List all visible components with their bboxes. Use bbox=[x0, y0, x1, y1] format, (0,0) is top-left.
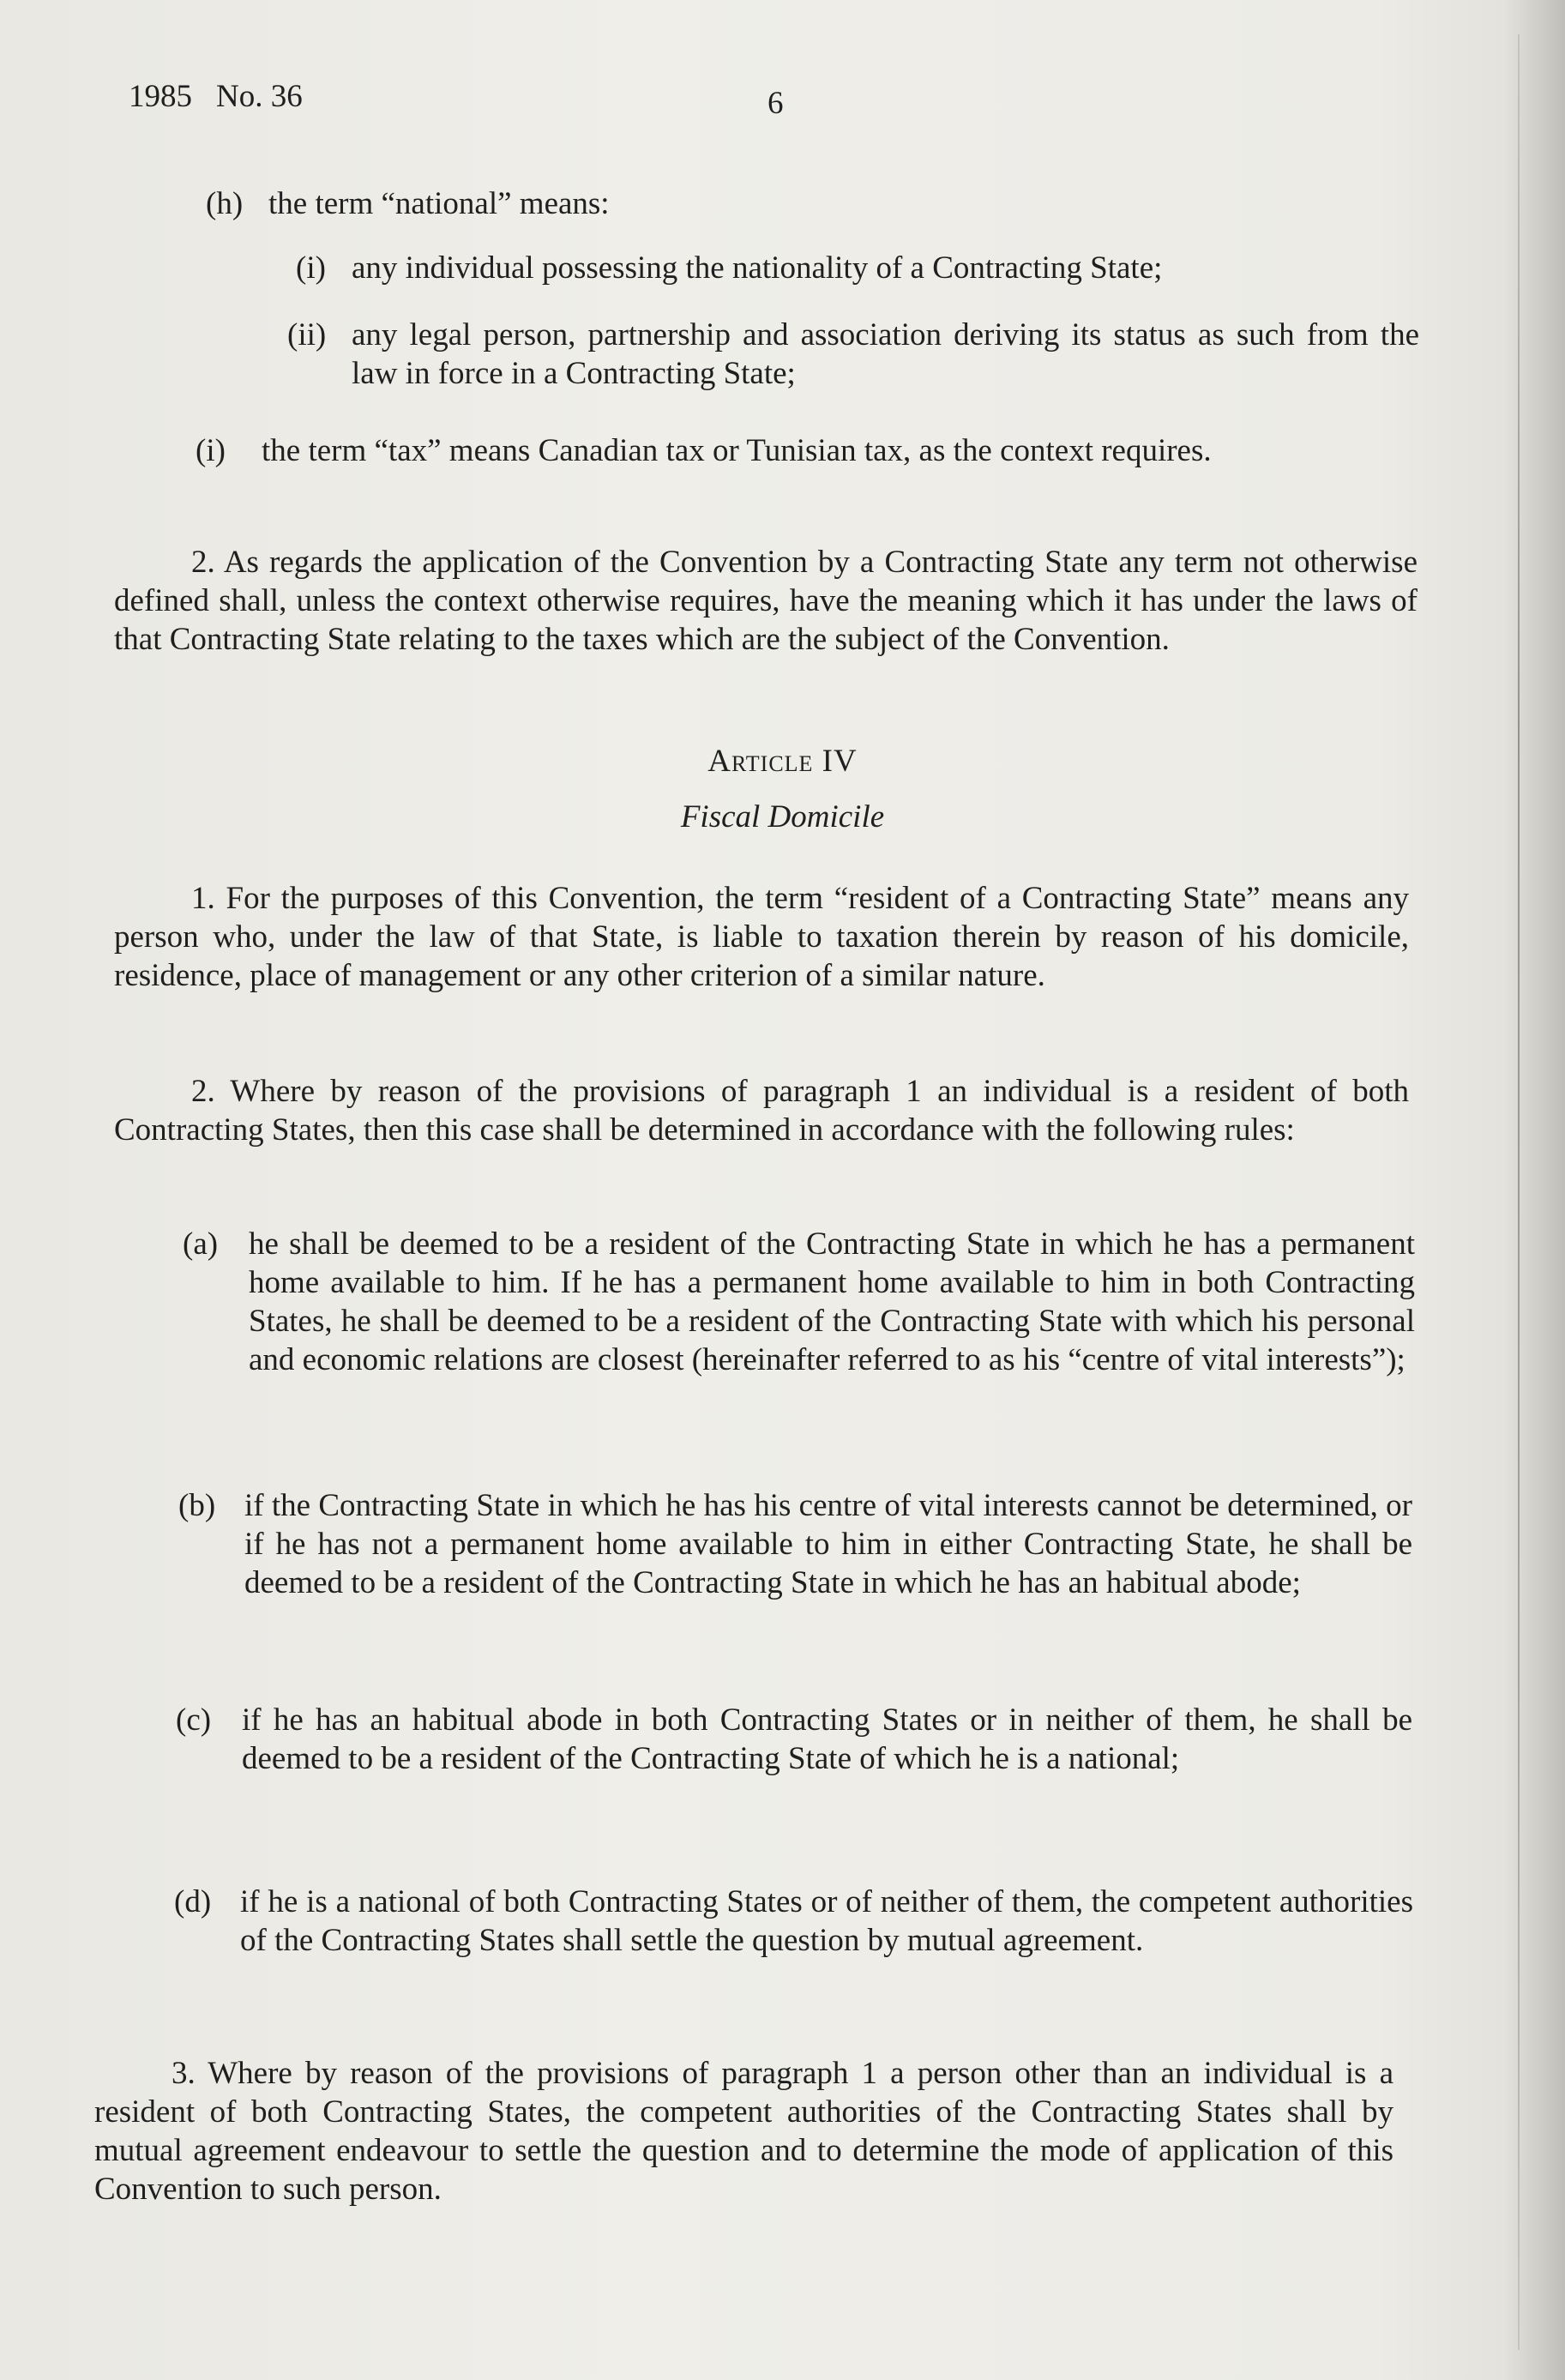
article-subheading: Fiscal Domicile bbox=[680, 799, 885, 835]
article-paragraph-3: 3. Where by reason of the provisions of paragraph 1 a person other than an individual is a resident of both Contracting States, the competent authorities of the Contracting States shall by mutual agreement endeavour to settle the question and to determine the mode of application of this Convention to such person. bbox=[94, 2056, 1393, 2207]
rule-a-text: he shall be deemed to be a resident of the Contracting State in which he has a permanent home available to him. If he has a permanent home available to him in both Contracting States, he shall be deemed to be a resident of the Contracting State with which his personal and economic relations are closest (hereinafter referred to as his “centre of vital interests”); bbox=[249, 1226, 1415, 1377]
header-number: No. 36 bbox=[216, 79, 303, 114]
article-paragraph-2: 2. Where by reason of the provisions of paragraph 1 an individual is a resident of both Contracting States, then this case shall be determined in accordance with the following rules: bbox=[114, 1074, 1409, 1148]
definition-h-sub-ii-label: (ii) bbox=[287, 317, 327, 352]
definition-h-sub-ii bbox=[287, 316, 1419, 397]
definition-h-sub-i bbox=[296, 249, 1419, 292]
paragraph-2-definitions: 2. As regards the application of the Convention by a Contracting State any term not otherwise defined shall, unless the context otherwise requires, have the meaning which it has under the laws of that Contracting State relating to the taxes which are the subject of the Convention. bbox=[114, 545, 1418, 657]
definition-h-sub-ii-text: any legal person, partnership and association deriving its status as such from the law in force in a Contracting State; bbox=[352, 317, 1419, 391]
header-year: 1985 bbox=[129, 79, 192, 114]
definition-h bbox=[206, 184, 1415, 227]
binding-spine bbox=[1518, 34, 1520, 2350]
definition-i-label: (i) bbox=[196, 433, 226, 468]
definition-h-sub-i-text: any individual possessing the nationality of a Contracting State; bbox=[352, 250, 1163, 286]
rule-b bbox=[178, 1486, 1418, 1649]
article-paragraph-1: 1. For the purposes of this Convention, the term “resident of a Contracting State” means any person who, under the law of that State, is liable to taxation therein by reason of his domicile, residence, place of management or any other criterion of a similar nature. bbox=[114, 881, 1409, 993]
definition-h-sub-i-label: (i) bbox=[296, 250, 326, 286]
rule-a-label: (a) bbox=[183, 1226, 219, 1262]
rule-c-label: (c) bbox=[176, 1702, 212, 1738]
article-heading: Article IV bbox=[707, 744, 858, 779]
page-number: 6 bbox=[767, 86, 784, 121]
definition-i-text: the term “tax” means Canadian tax or Tunisian tax, as the context requires. bbox=[262, 433, 1212, 468]
rule-c bbox=[176, 1701, 1415, 1821]
rule-c-text: if he has an habitual abode in both Contracting States or in neither of them, he shall be deemed to be a resident of the Contracting State of which he is a national; bbox=[242, 1702, 1412, 1776]
rule-d-text: if he is a national of both Contracting States or of neither of them, the competent authorities of the Contracting States shall settle the question by mutual agreement. bbox=[240, 1884, 1413, 1958]
definition-h-label: (h) bbox=[206, 186, 244, 221]
rule-d-label: (d) bbox=[174, 1884, 212, 1919]
definition-i bbox=[196, 431, 1422, 474]
rule-a bbox=[183, 1225, 1418, 1431]
definition-h-text: the term “national” means: bbox=[268, 186, 610, 221]
rule-b-label: (b) bbox=[178, 1488, 216, 1523]
page-edge-shadow bbox=[1505, 0, 1565, 2380]
rule-b-text: if the Contracting State in which he has his centre of vital interests cannot be determined, or if he has not a permanent home available to him in either Contracting State, he shall be deemed to be a resident of the Contracting State in which he has an habitual abode; bbox=[244, 1488, 1412, 1600]
rule-d bbox=[174, 1883, 1418, 2003]
